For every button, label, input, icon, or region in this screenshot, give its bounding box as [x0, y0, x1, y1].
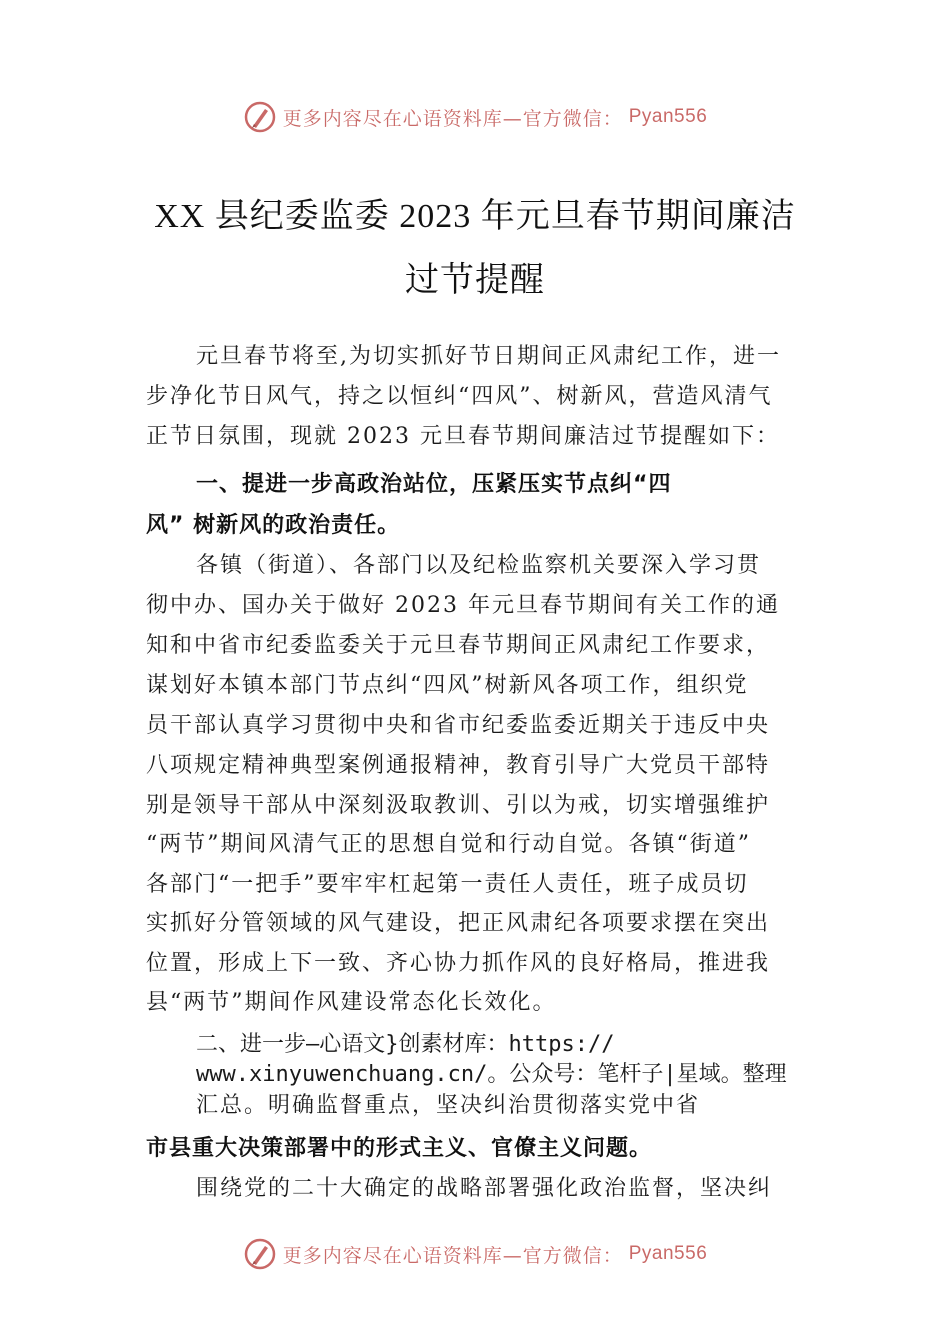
- document-title-line-1: XX 县纪委监委 2023 年元旦春节期间廉洁: [154, 198, 796, 235]
- body-line: 围绕党的二十大确定的战略部署强化政治监督，坚决纠: [196, 1176, 773, 1201]
- body-line: 知和中省市纪委监委关于元旦春节期间正风肃纪工作要求，: [146, 633, 771, 658]
- body-line-url: www.xinyuwenchuang.cn/。公众号：笔杆子|星域。整理: [196, 1062, 787, 1087]
- body-line: 彻中办、国办关于做好 2023 年元旦春节期间有关工作的通: [146, 593, 780, 618]
- watermark-text: 更多内容尽在心语资料库—官方微信：: [282, 1244, 623, 1267]
- document-title-line-2: 过节提醒: [405, 262, 545, 299]
- watermark-wechat-id: Pyan556: [628, 1243, 708, 1264]
- body-line: 步净化节日风气，持之以恒纠“四风”、树新风，营造风清气: [146, 384, 773, 409]
- watermark-wechat-id: Pyan556: [628, 106, 708, 127]
- watermark-footer: [0, 1237, 950, 1271]
- body-line: 正节日氛围，现就 2023 元旦春节期间廉洁过节提醒如下：: [146, 424, 780, 449]
- body-line: 员干部认真学习贯彻中央和省市纪委监委近期关于违反中央: [146, 713, 771, 738]
- body-line: 各部门“一把手”要牢牢杠起第一责任人责任，班子成员切: [146, 872, 749, 897]
- pen-seal-icon: [243, 1237, 277, 1271]
- body-line: 位置，形成上下一致、齐心协力抓作风的良好格局，推进我: [146, 951, 771, 976]
- section-heading-2-cont: 市县重大决策部署中的形式主义、官僚主义问题。: [146, 1136, 653, 1161]
- section-heading-1-cont: 风” 树新风的政治责任。: [146, 513, 401, 538]
- body-line: 八项规定精神典型案例通报精神，教育引导广大党员干部特: [146, 753, 771, 778]
- pen-seal-icon: [243, 100, 277, 134]
- watermark-text: 更多内容尽在心语资料库—官方微信：: [282, 107, 623, 130]
- body-line: 谋划好本镇本部门节点纠“四风”树新风各项工作，组织党: [146, 673, 749, 698]
- body-line: 各镇（街道）、各部门以及纪检监察机关要深入学习贯: [196, 553, 762, 578]
- body-line: 县“两节”期间作风建设常态化长效化。: [146, 990, 557, 1015]
- watermark-header: [0, 100, 950, 134]
- body-line: 二、进一步—心语文}创素材库：https://: [196, 1032, 615, 1057]
- body-line: 别是领导干部从中深刻汲取教训、引以为戒，切实增强维护: [146, 793, 771, 818]
- body-line: 实抓好分管领域的风气建设，把正风肃纪各项要求摆在突出: [146, 911, 771, 936]
- body-line: 汇总。明确监督重点，坚决纠治贯彻落实党中省: [196, 1093, 701, 1118]
- body-line: 元旦春节将至,为切实抓好节日期间正风肃纪工作，进一: [196, 344, 781, 369]
- body-line: “两节”期间风清气正的思想自觉和行动自觉。各镇“街道”: [146, 832, 751, 857]
- section-heading-1: 一、提进一步高政治站位，压紧压实节点纠“四: [196, 472, 672, 497]
